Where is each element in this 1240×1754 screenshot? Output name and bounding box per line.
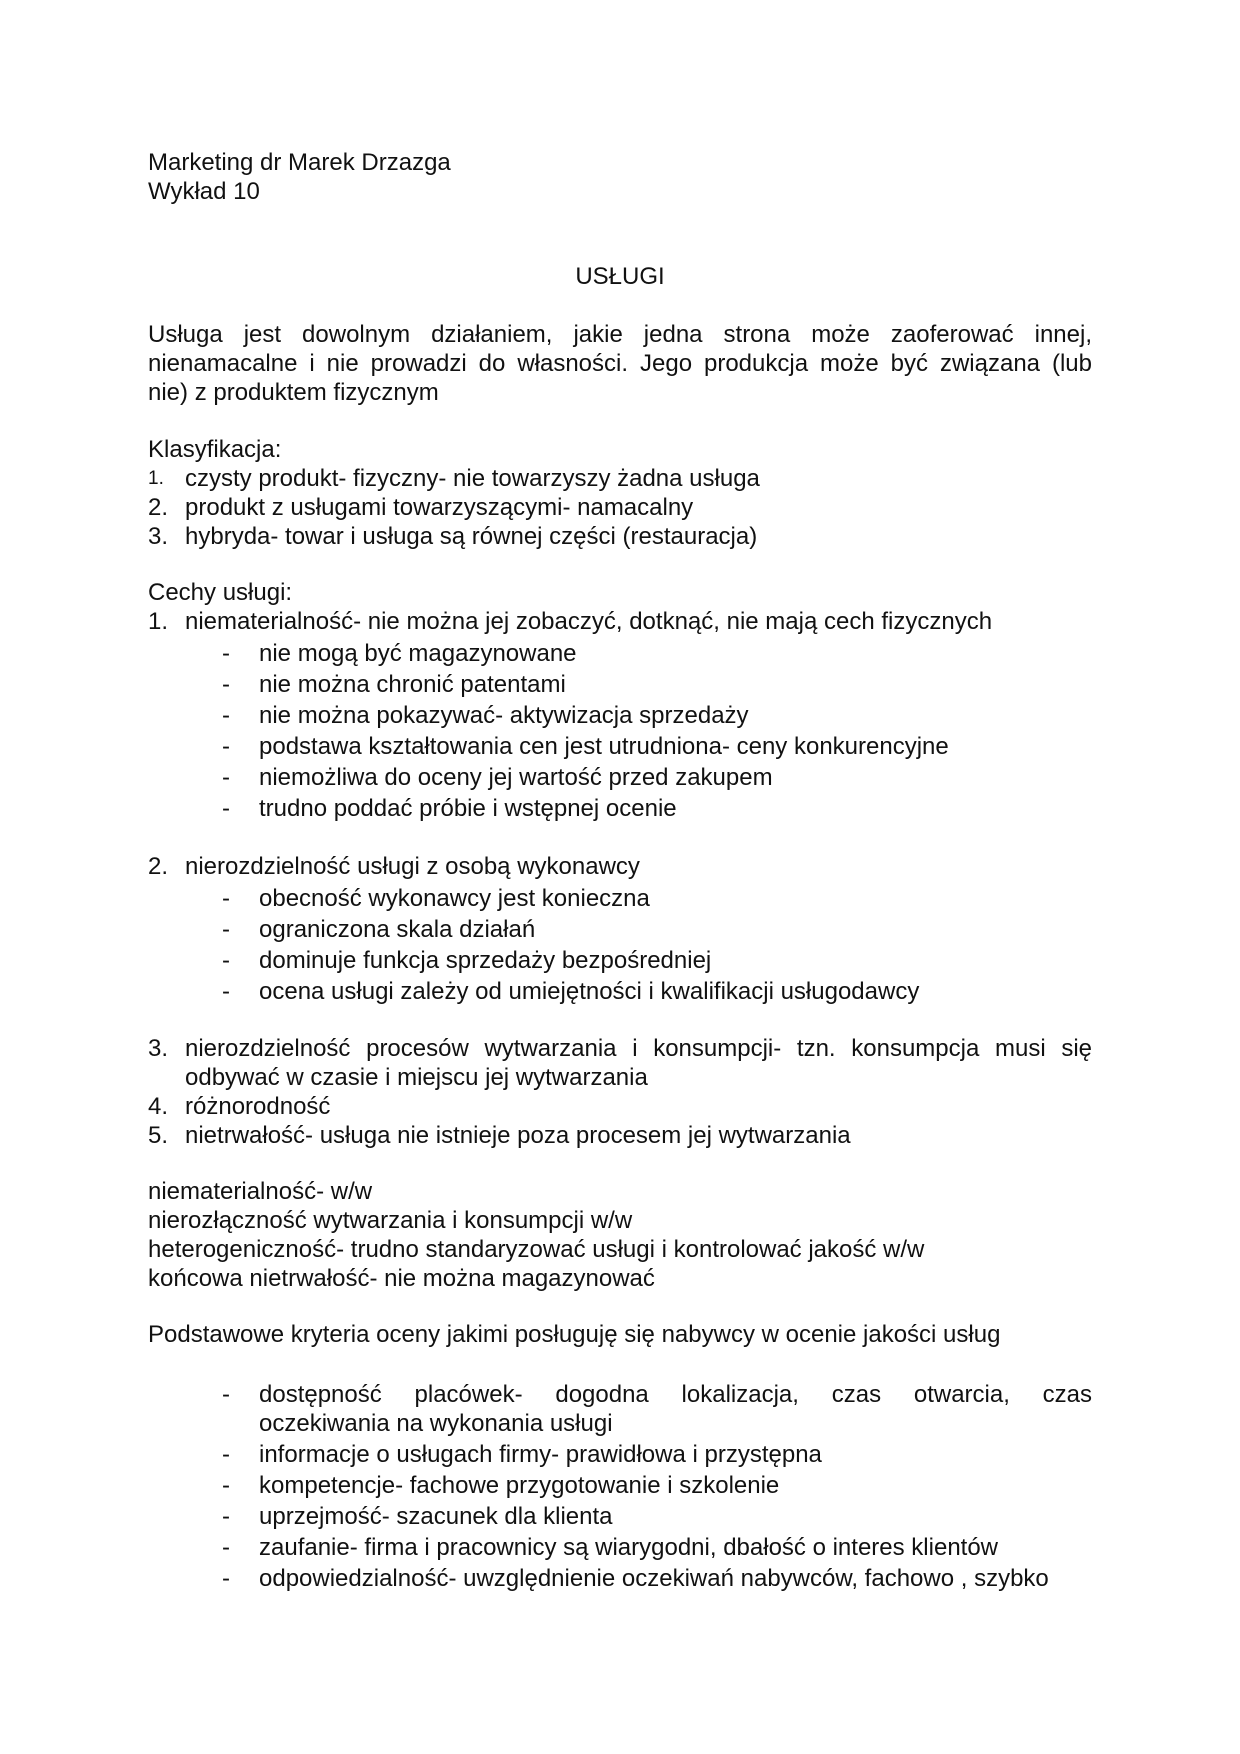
features-heading: Cechy usługi:	[148, 579, 293, 606]
list-number: 5.	[148, 1122, 169, 1149]
dash-bullet: -	[222, 1565, 230, 1592]
page-title: USŁUGI	[575, 263, 665, 290]
sub-item-text: dominuje funkcja sprzedaży bezpośredniej	[259, 947, 712, 974]
sub-item	[148, 883, 1092, 914]
criteria-item	[148, 1532, 1092, 1563]
sub-item	[148, 945, 1092, 976]
classification-heading: Klasyfikacja:	[148, 436, 282, 463]
document-header	[148, 148, 1092, 206]
list-item	[148, 1092, 1092, 1121]
criteria-list-rest	[148, 1439, 1092, 1594]
list-text: różnorodność	[185, 1093, 331, 1120]
dash-bullet: -	[222, 1381, 230, 1408]
sub-item-text: ograniczona skala działań	[259, 916, 536, 943]
criteria-text: uprzejmość- szacunek dla klienta	[259, 1503, 613, 1530]
criteria-item	[148, 1501, 1092, 1532]
intro-line-1: Usługa jest dowolnym działaniem, jakie jedna strona może zaoferować innej,	[148, 321, 1092, 348]
list-text: nierozdzielność usługi z osobą wykonawcy	[185, 853, 640, 880]
sub-item-text: obecność wykonawcy jest konieczna	[259, 885, 650, 912]
classification-section	[148, 435, 1092, 551]
list-text-line-1: nierozdzielność procesów wytwarzania i konsumpcji- tzn. konsumpcja musi się	[185, 1035, 1092, 1062]
list-item	[148, 852, 1092, 881]
list-number: 1.	[148, 468, 164, 489]
intro-line-3: nie) z produktem fizycznym	[148, 379, 439, 406]
sub-item-text: nie można chronić patentami	[259, 671, 566, 698]
list-item	[148, 1034, 1092, 1092]
criteria-text-line-2: oczekiwania na wykonania usługi	[259, 1410, 613, 1437]
list-text: produkt z usługami towarzyszącymi- namacalny	[185, 494, 694, 521]
criteria-text: odpowiedzialność- uwzględnienie oczekiwań nabywców, fachowo , szybko	[259, 1565, 1049, 1592]
sub-item-text: trudno poddać próbie i wstępnej ocenie	[259, 795, 677, 822]
criteria-heading: Podstawowe kryteria oceny jakimi posługuję się nabywcy w ocenie jakości usług	[148, 1321, 1001, 1348]
list-number: 4.	[148, 1093, 169, 1120]
dash-bullet: -	[222, 1441, 230, 1468]
list-text: hybryda- towar i usługa są równej części (restauracja)	[185, 523, 758, 550]
list-number: 3.	[148, 1035, 169, 1062]
sub-item	[148, 669, 1092, 700]
dash-bullet: -	[222, 671, 230, 698]
sub-item	[148, 731, 1092, 762]
summary-line: heterogeniczność- trudno standaryzować usługi i kontrolować jakość w/w	[148, 1236, 925, 1263]
criteria-item	[148, 1563, 1092, 1594]
dash-bullet: -	[222, 702, 230, 729]
intro-line-2: nienamacalne i nie prowadzi do własności. Jego produkcja może być związana (lub	[148, 350, 1092, 377]
lecture-number: Wykład 10	[148, 178, 260, 205]
sub-item-text: podstawa kształtowania cen jest utrudniona- ceny konkurencyjne	[259, 733, 949, 760]
list-text: nietrwałość- usługa nie istnieje poza procesem jej wytwarzania	[185, 1122, 851, 1149]
list-item	[148, 607, 1092, 636]
sub-item	[148, 793, 1092, 824]
criteria-heading-block	[148, 1320, 1092, 1349]
dash-bullet: -	[222, 947, 230, 974]
criteria-text: kompetencje- fachowe przygotowanie i szkolenie	[259, 1472, 780, 1499]
dash-bullet: -	[222, 1503, 230, 1530]
features-section	[148, 578, 1092, 636]
list-number: 3.	[148, 523, 169, 550]
list-number: 2.	[148, 853, 169, 880]
list-item	[148, 1121, 1092, 1150]
features-item2	[148, 852, 1092, 881]
dash-bullet: -	[222, 733, 230, 760]
list-text: czysty produkt- fizyczny- nie towarzyszy żadna usługa	[185, 465, 760, 492]
criteria-item	[148, 1439, 1092, 1470]
course-title: Marketing dr Marek Drzazga	[148, 149, 451, 176]
sub-item	[148, 700, 1092, 731]
dash-bullet: -	[222, 1472, 230, 1499]
intro-paragraph	[148, 320, 1092, 407]
dash-bullet: -	[222, 1534, 230, 1561]
sub-item-text: ocena usługi zależy od umiejętności i kwalifikacji usługodawcy	[259, 978, 920, 1005]
summary-line: nierozłączność wytwarzania i konsumpcji w/w	[148, 1207, 633, 1234]
criteria-item	[148, 1380, 1092, 1438]
dash-bullet: -	[222, 764, 230, 791]
list-number: 2.	[148, 494, 169, 521]
summary-line: końcowa nietrwałość- nie można magazynować	[148, 1265, 655, 1292]
list-item	[148, 522, 1092, 551]
criteria-text: zaufanie- firma i pracownicy są wiarygodni, dbałość o interes klientów	[259, 1534, 999, 1561]
features-item1-subs	[148, 638, 1092, 824]
dash-bullet: -	[222, 640, 230, 667]
sub-item-text: nie mogą być magazynowane	[259, 640, 577, 667]
list-number: 1.	[148, 608, 169, 635]
features-items-3-5	[148, 1034, 1092, 1150]
features-item2-subs	[148, 883, 1092, 1007]
list-item	[148, 493, 1092, 522]
criteria-text-line-1: dostępność placówek- dogodna lokalizacja, czas otwarcia, czas	[259, 1381, 1092, 1408]
sub-item	[148, 976, 1092, 1007]
sub-item	[148, 638, 1092, 669]
list-text: niematerialność- nie można jej zobaczyć, dotknąć, nie mają cech fizycznych	[185, 608, 993, 635]
criteria-text: informacje o usługach firmy- prawidłowa i przystępna	[259, 1441, 822, 1468]
list-item	[148, 464, 1092, 493]
list-text-line-2: odbywać w czasie i miejscu jej wytwarzania	[185, 1064, 648, 1091]
sub-item	[148, 914, 1092, 945]
dash-bullet: -	[222, 916, 230, 943]
dash-bullet: -	[222, 978, 230, 1005]
summary-block	[148, 1177, 1092, 1293]
criteria-list	[148, 1380, 1092, 1438]
sub-item	[148, 762, 1092, 793]
summary-line: niematerialność- w/w	[148, 1178, 373, 1205]
criteria-item	[148, 1470, 1092, 1501]
sub-item-text: nie można pokazywać- aktywizacja sprzedaży	[259, 702, 749, 729]
title-block	[148, 262, 1092, 291]
dash-bullet: -	[222, 795, 230, 822]
sub-item-text: niemożliwa do oceny jej wartość przed zakupem	[259, 764, 773, 791]
dash-bullet: -	[222, 885, 230, 912]
